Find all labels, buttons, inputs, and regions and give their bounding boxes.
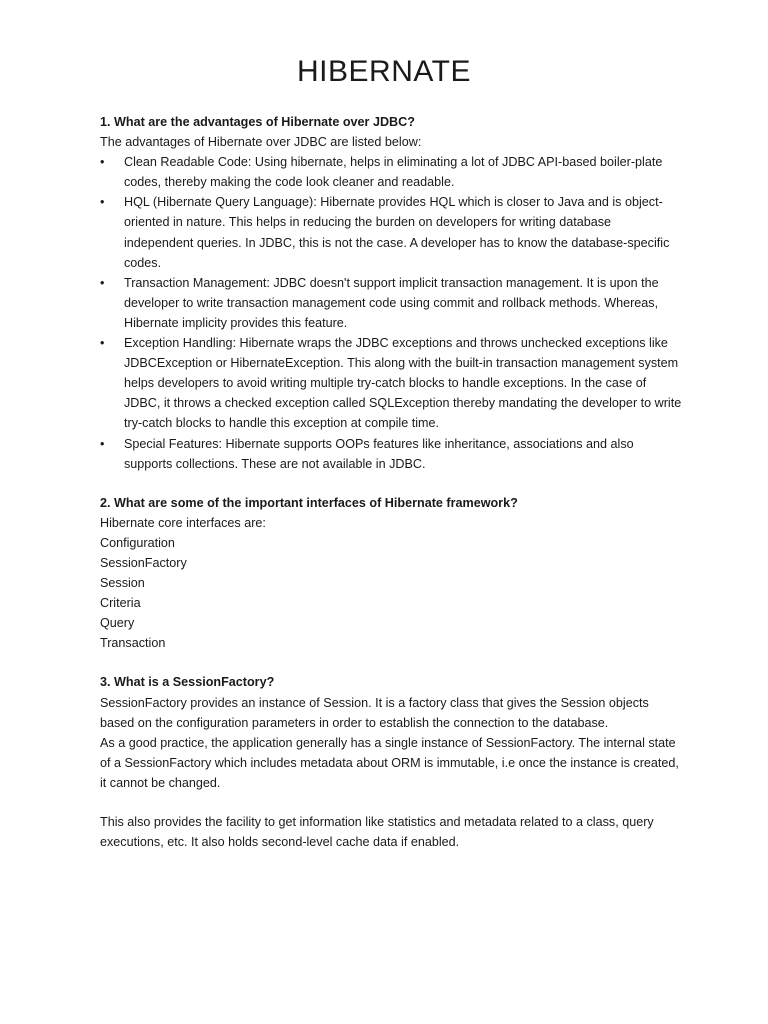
interface-item: SessionFactory <box>100 555 187 570</box>
question-2-intro: Hibernate core interfaces are: <box>100 515 266 530</box>
list-item <box>100 434 682 474</box>
page-title: HIBERNATE <box>297 55 471 88</box>
list-item <box>100 273 682 333</box>
list-item-text: HQL (Hibernate Query Language): Hibernate provides HQL which is closer to Java and is object-oriented in nature. This helps in reducing the burden on developers for writing database independent queries. In JDBC, this is not the case. A developer has to know the database-specific codes. <box>124 195 670 270</box>
bullet-icon: • <box>100 155 105 170</box>
question-3-paragraph: As a good practice, the application generally has a single instance of SessionFactory. The internal state of a SessionFactory which includes metadata about ORM is immutable, i.e once the instance is created, it cannot be changed. <box>100 735 679 790</box>
list-item <box>100 152 682 192</box>
advantages-list <box>100 152 682 474</box>
document-body <box>100 112 682 852</box>
paragraph-spacer <box>100 793 682 812</box>
list-item <box>100 192 682 272</box>
interface-item: Query <box>100 616 135 631</box>
section-spacer <box>100 653 682 672</box>
list-item-text: Special Features: Hibernate supports OOPs features like inheritance, associations and also supports collections. These are not available in JDBC. <box>124 436 634 471</box>
interface-item: Configuration <box>100 535 175 550</box>
question-1-intro: The advantages of Hibernate over JDBC are listed below: <box>100 135 422 150</box>
list-item-text: Exception Handling: Hibernate wraps the JDBC exceptions and throws unchecked exceptions like JDBCException or HibernateException. This along with the built-in transaction management system helps developers to avoid writing multiple try-catch blocks to handle exceptions. In the case of JDBC, it throws a checked exception called SQLException thereby mandating the developer to write try-catch blocks to handle this exception at compile time. <box>124 336 682 431</box>
list-item <box>100 333 682 433</box>
question-2-heading: 2. What are some of the important interfaces of Hibernate framework? <box>100 495 518 510</box>
question-3-closing: This also provides the facility to get information like statistics and metadata related to a class, query executions, etc. It also holds second-level cache data if enabled. <box>100 815 654 850</box>
interface-item: Transaction <box>100 636 166 651</box>
section-spacer <box>100 474 682 493</box>
bullet-icon: • <box>100 436 105 451</box>
question-3-paragraph: SessionFactory provides an instance of Session. It is a factory class that gives the Session objects based on the configuration parameters in order to establish the connection to the database. <box>100 695 649 730</box>
list-item-text: Transaction Management: JDBC doesn't support implicit transaction management. It is upon the developer to write transaction management code using commit and rollback methods. Whereas, Hibernate implicity provides this feature. <box>124 275 659 330</box>
list-item-text: Clean Readable Code: Using hibernate, helps in eliminating a lot of JDBC API-based boiler-plate codes, thereby making the code look cleaner and readable. <box>124 155 663 190</box>
bullet-icon: • <box>100 275 105 290</box>
interface-item: Session <box>100 576 145 591</box>
bullet-icon: • <box>100 195 105 210</box>
interface-item: Criteria <box>100 596 141 611</box>
interfaces-list <box>100 533 682 654</box>
question-3-heading: 3. What is a SessionFactory? <box>100 675 275 690</box>
bullet-icon: • <box>100 336 105 351</box>
question-1-heading: 1. What are the advantages of Hibernate over JDBC? <box>100 115 415 129</box>
